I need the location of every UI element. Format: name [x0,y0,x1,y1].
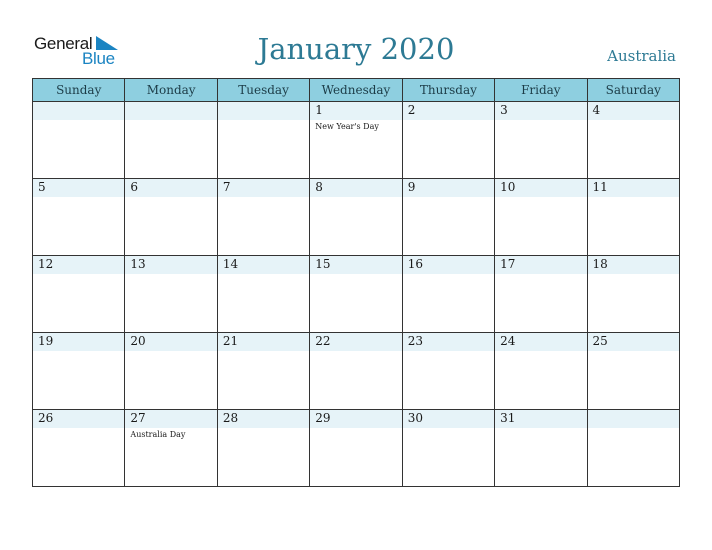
weekday-header: Sunday [33,79,125,102]
day-number-band [403,102,494,120]
weekday-header: Monday [125,79,217,102]
day-cell [495,179,587,256]
day-number: 4 [592,103,601,117]
day-cell [33,102,125,179]
weekday-header: Thursday [402,79,494,102]
day-cell [587,102,679,179]
day-cell [217,102,309,179]
day-number-band [588,102,679,120]
day-cell [125,102,217,179]
week-row [33,102,680,179]
holiday-label: New Year's Day [315,122,379,131]
day-number: 10 [500,180,516,194]
day-number: 28 [222,411,239,425]
day-cell [495,256,587,333]
day-cell [33,179,125,256]
day-number: 25 [592,334,608,348]
day-number: 19 [38,334,54,348]
day-number: 2 [407,103,416,117]
day-number: 27 [130,411,146,425]
day-cell [310,256,402,333]
day-number: 22 [315,334,331,348]
day-number: 20 [130,334,146,348]
day-number: 7 [222,180,231,194]
day-cell [587,410,679,487]
day-number: 15 [315,257,331,271]
weekday-header: Saturday [587,79,679,102]
day-cell [125,179,217,256]
day-number: 9 [407,180,416,194]
day-number: 21 [222,334,239,348]
day-number: 30 [407,411,423,425]
weekday-header: Tuesday [217,79,309,102]
day-cell [587,333,679,410]
day-number: 12 [38,257,54,271]
week-row [33,333,680,410]
day-number-band [125,179,216,197]
weekday-header-row [33,79,680,102]
day-number: 14 [222,257,239,271]
day-cell [402,410,494,487]
day-number: 26 [38,411,54,425]
day-cell [310,102,402,179]
day-cell [495,410,587,487]
day-number: 13 [130,257,146,271]
calendar-grid [32,78,680,487]
calendar-title: January 2020 [257,32,455,66]
day-number: 3 [500,103,508,117]
logo-word-blue: Blue [82,49,115,68]
day-number: 29 [315,411,331,425]
day-number-band [218,102,309,120]
day-cell [495,333,587,410]
day-number-band [588,410,679,428]
day-cell [33,410,125,487]
logo-word-general: General [34,34,93,53]
day-number-band [310,179,401,197]
day-cell [310,410,402,487]
day-number: 16 [407,257,423,271]
day-cell [33,333,125,410]
day-cell [495,102,587,179]
day-number: 24 [500,334,516,348]
week-row [33,256,680,333]
weekday-header: Friday [495,79,587,102]
day-cell [217,179,309,256]
day-cell [217,410,309,487]
day-cell [33,256,125,333]
day-cell [217,333,309,410]
day-cell [310,179,402,256]
day-cell [402,102,494,179]
day-number: 1 [315,103,323,117]
day-cell [217,256,309,333]
day-cell [587,256,679,333]
day-number: 11 [592,180,608,194]
weekday-header: Wednesday [310,79,402,102]
day-number-band [495,102,586,120]
day-number-band [33,102,124,120]
day-number: 17 [500,257,516,271]
day-number-band [218,179,309,197]
country-label: Australia [607,47,676,65]
day-number: 31 [500,411,516,425]
week-row [33,410,680,487]
day-number-band [403,179,494,197]
day-cell [125,410,217,487]
week-row [33,179,680,256]
day-number-band [33,179,124,197]
day-number: 5 [38,180,46,194]
day-number: 6 [130,180,139,194]
holiday-label: Australia Day [130,430,186,439]
day-cell [125,333,217,410]
day-cell [587,179,679,256]
day-cell [402,256,494,333]
day-cell [402,179,494,256]
day-number-band [125,102,216,120]
day-number: 18 [592,257,608,271]
day-number: 23 [407,334,423,348]
day-number: 8 [315,180,323,194]
day-cell [125,256,217,333]
day-cell [402,333,494,410]
day-number-band [310,102,401,120]
day-cell [310,333,402,410]
